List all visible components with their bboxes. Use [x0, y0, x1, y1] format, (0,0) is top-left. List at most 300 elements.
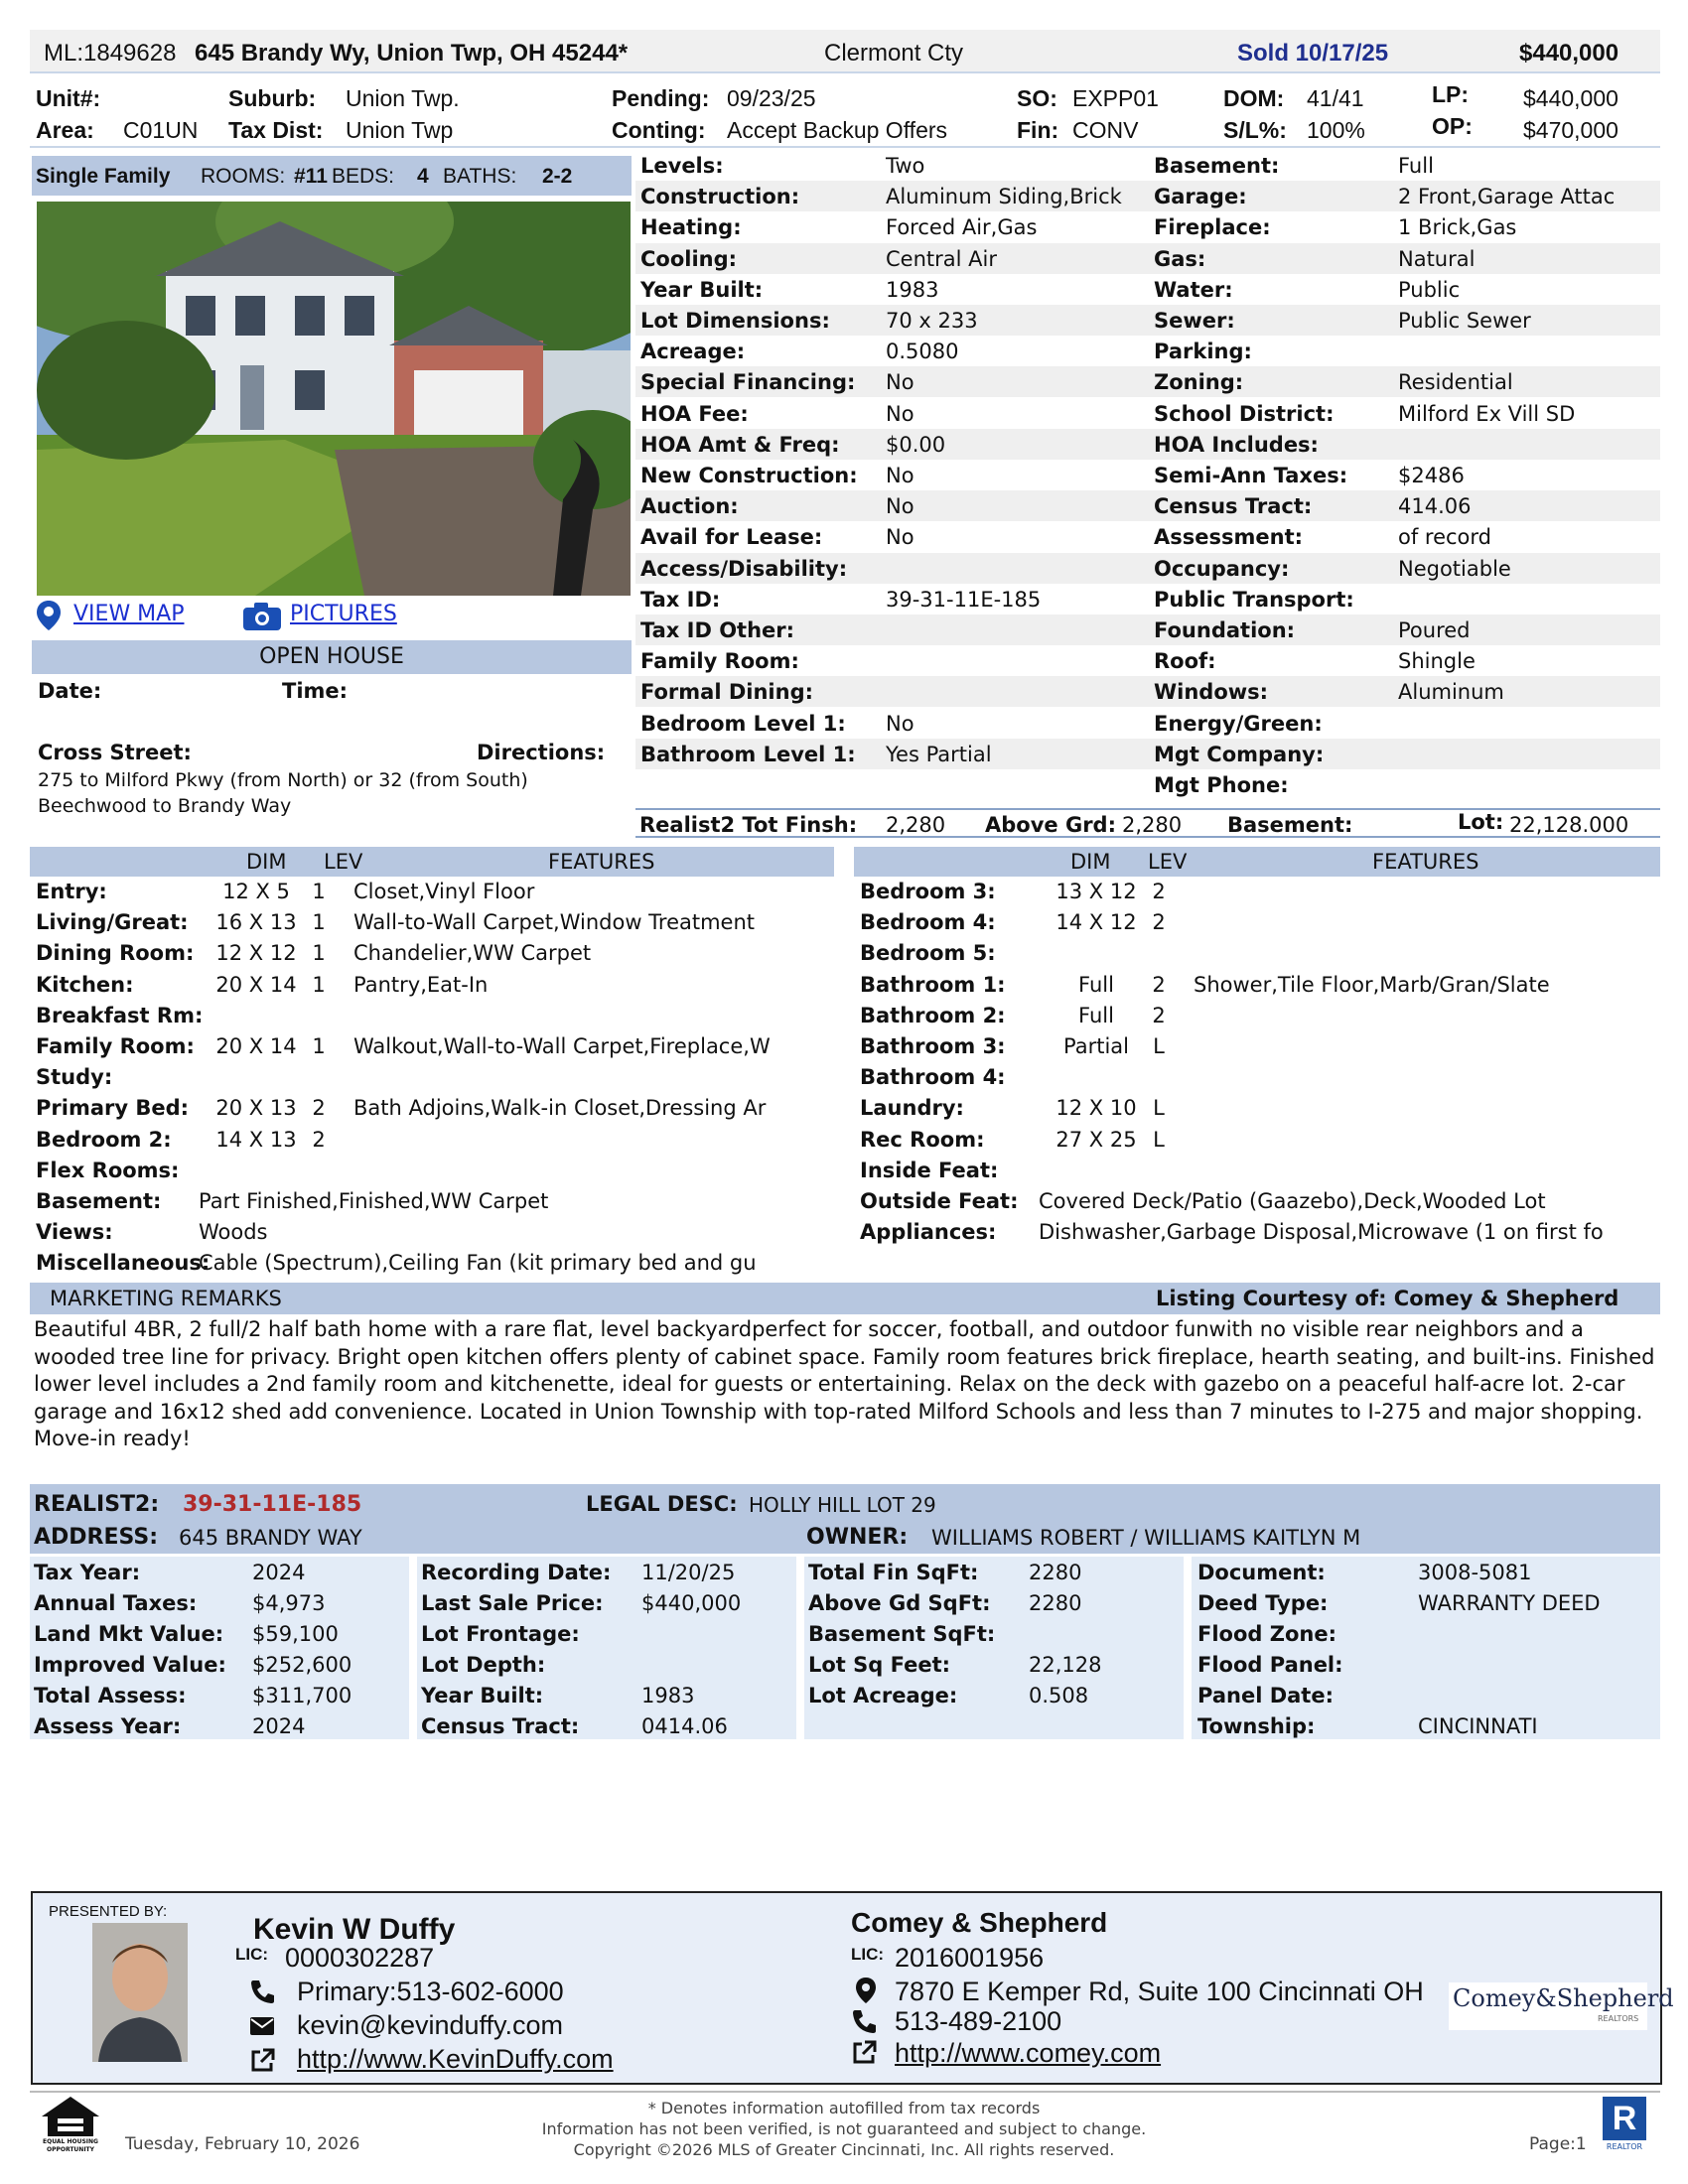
realist-value-census-tract: 0414.06 [641, 1714, 728, 1738]
room-name: Family Room: [36, 1034, 195, 1058]
room-level: 1 [312, 910, 326, 935]
detail-value-year-built: 1983 [886, 277, 939, 302]
beds-label: BEDS: [332, 165, 395, 188]
realist-value-total-assess: $311,700 [252, 1684, 352, 1707]
ml-number: ML:1849628 [44, 40, 177, 67]
legal-desc-value: HOLLY HILL LOT 29 [749, 1493, 936, 1517]
detail-label-tax-id: Tax ID: [640, 587, 721, 612]
detail-value-tax-id: 39-31-11E-185 [886, 587, 1042, 612]
room-dim: 13 X 12 [1055, 880, 1137, 903]
eho-line-1: EQUAL HOUSING [43, 2138, 98, 2145]
pending-label: Pending: [612, 85, 710, 111]
room-name: Laundry: [860, 1096, 964, 1121]
realist-value-total-fin-sqft: 2280 [1029, 1561, 1082, 1584]
detail-label-access-disability: Access/Disability: [640, 556, 848, 581]
realist-label-annual-taxes: Annual Taxes: [34, 1591, 198, 1615]
room-row [30, 1002, 834, 1032]
room-row [854, 1063, 1658, 1094]
rooms-features-header: FEATURES [548, 850, 655, 874]
detail-row [635, 460, 1660, 490]
room-name: Rec Room: [860, 1127, 985, 1152]
detail-row [635, 150, 1660, 181]
taxdist-label: Tax Dist: [228, 117, 324, 143]
detail-label-sewer: Sewer: [1154, 309, 1235, 333]
detail-label-avail-for-lease: Avail for Lease: [640, 525, 823, 550]
detail-value-garage: 2 Front,Garage Attac [1398, 185, 1616, 209]
lp-label: LP: [1432, 81, 1470, 107]
detail-label-semi-ann-taxes: Semi-Ann Taxes: [1154, 464, 1348, 487]
realist-value-above-gd-sqft: 2280 [1029, 1591, 1082, 1615]
marketing-title: MARKETING REMARKS [50, 1287, 282, 1310]
external-link-icon [249, 2048, 275, 2074]
detail-label-parking: Parking: [1154, 340, 1252, 364]
office-phone[interactable]: 513-489-2100 [895, 2006, 1062, 2036]
room-row [30, 1218, 854, 1249]
detail-row [635, 584, 1660, 614]
realtor-r-icon: R [1603, 2097, 1646, 2140]
agent-website-link[interactable]: http://www.KevinDuffy.com [297, 2044, 614, 2074]
report-date: Tuesday, February 10, 2026 [125, 2134, 360, 2154]
detail-label-garage: Garage: [1154, 185, 1247, 209]
room-name: Inside Feat: [860, 1158, 999, 1182]
room-level: 1 [312, 972, 326, 997]
realist-value-assess-year: 2024 [252, 1714, 306, 1738]
lot-label: Lot: [1458, 810, 1504, 834]
room-level: 2 [1152, 1003, 1166, 1027]
area-label: Area: [36, 117, 94, 143]
room-row [854, 1002, 1658, 1032]
room-row [30, 1157, 834, 1187]
room-features: Pantry,Eat-In [353, 972, 489, 997]
oh-date-label: Date: [38, 679, 102, 703]
detail-label-levels: Levels: [640, 154, 724, 178]
conting-label: Conting: [612, 117, 706, 143]
baths-label: BATHS: [443, 165, 517, 188]
room-name: Living/Great: [36, 910, 189, 935]
room-row [854, 1157, 1658, 1187]
realist-value-last-sale-price: $440,000 [641, 1591, 742, 1615]
realist-address-label: ADDRESS: [34, 1525, 159, 1550]
room-level: 2 [312, 1127, 326, 1152]
detail-value-occupancy: Negotiable [1398, 556, 1511, 581]
property-type-bar [32, 156, 632, 196]
agent-lic-label: LIC: [235, 1945, 269, 1964]
room-row [854, 908, 1658, 939]
room-row [30, 1249, 854, 1280]
detail-label-lot-dimensions: Lot Dimensions: [640, 309, 830, 333]
rooms-header-right [854, 847, 1660, 877]
room-name: Basement: [36, 1189, 162, 1213]
detail-label-gas: Gas: [1154, 246, 1206, 271]
detail-value-bathroom-level-1: Yes Partial [886, 742, 992, 766]
room-features: Wall-to-Wall Carpet,Window Treatment [353, 910, 756, 935]
room-row [30, 1094, 834, 1125]
detail-row [635, 614, 1660, 645]
room-name: Dining Room: [36, 941, 195, 966]
realist-label-recording-date: Recording Date: [421, 1561, 612, 1584]
detail-label-occupancy: Occupancy: [1154, 556, 1290, 581]
room-features: Chandelier,WW Carpet [353, 941, 592, 966]
room-name: Bathroom 4: [860, 1065, 1006, 1090]
camera-icon [242, 602, 282, 631]
detail-value-new-construction: No [886, 464, 914, 487]
room-dim: 14 X 12 [1055, 910, 1137, 935]
realist-label-year-built: Year Built: [421, 1684, 544, 1707]
conting-value: Accept Backup Offers [727, 117, 948, 143]
map-pin-icon [36, 600, 62, 631]
detail-row [635, 645, 1660, 676]
detail-value-bedroom-level-1: No [886, 711, 914, 736]
detail-value-basement: Full [1398, 154, 1434, 178]
realtor-logo [1601, 2097, 1648, 2156]
realist-value-annual-taxes: $4,973 [252, 1591, 326, 1615]
detail-label-special-financing: Special Financing: [640, 370, 856, 395]
footer-note-1: * Denotes information autofilled from tax records [647, 2099, 1041, 2117]
room-row [854, 1094, 1658, 1125]
summary-divider [30, 146, 1660, 148]
detail-value-census-tract: 414.06 [1398, 494, 1472, 519]
detail-value-hoa-amt-freq: $0.00 [886, 432, 946, 457]
comey-shepherd-logo [1449, 1982, 1674, 2030]
county: Clermont Cty [824, 40, 964, 67]
realtor-word: REALTOR [1606, 2142, 1643, 2151]
detail-label-public-transport: Public Transport: [1154, 587, 1354, 612]
detail-label-roof: Roof: [1154, 649, 1216, 674]
room-name: Views: [36, 1220, 113, 1245]
lot-value: 22,128.000 [1509, 813, 1629, 837]
office-name: Comey & Shepherd [851, 1907, 1108, 1938]
realist-label-above-gd-sqft: Above Gd SqFt: [808, 1591, 991, 1615]
rooms-lev-header: LEV [1148, 850, 1188, 874]
detail-row [635, 769, 1660, 800]
detail-value-levels: Two [886, 154, 925, 178]
detail-value-semi-ann-taxes: $2486 [1398, 464, 1465, 487]
room-name: Miscellaneous: [36, 1251, 211, 1276]
room-name: Bathroom 1: [860, 972, 1006, 997]
room-name: Bedroom 3: [860, 880, 996, 903]
room-name: Study: [36, 1065, 113, 1090]
room-features: Covered Deck/Patio (Gaazebo),Deck,Wooded Lot [1039, 1189, 1546, 1213]
realist-value-township: CINCINNATI [1418, 1714, 1538, 1738]
fin-label: Fin: [1017, 117, 1059, 143]
detail-row [635, 181, 1660, 211]
listing-courtesy: Listing Courtesy of: Comey & Shepherd [1156, 1287, 1619, 1310]
detail-label-cooling: Cooling: [640, 246, 738, 271]
detail-label-basement: Basement: [1154, 154, 1280, 178]
room-features: Shower,Tile Floor,Marb/Gran/Slate [1194, 972, 1550, 997]
presented-by-label: PRESENTED BY: [49, 1903, 168, 1920]
realist-label-tax-year: Tax Year: [34, 1561, 141, 1584]
property-type: Single Family [36, 165, 171, 188]
detail-value-foundation: Poured [1398, 618, 1471, 642]
detail-value-school-district: Milford Ex Vill SD [1398, 401, 1576, 426]
room-row [854, 878, 1658, 908]
room-row [30, 939, 834, 970]
room-level: 1 [312, 941, 326, 966]
realist-label-last-sale-price: Last Sale Price: [421, 1591, 604, 1615]
detail-value-avail-for-lease: No [886, 525, 914, 550]
realist-label-basement-sqft: Basement SqFt: [808, 1622, 996, 1646]
open-house-bar: OPEN HOUSE [32, 640, 632, 674]
office-website-link[interactable]: http://www.comey.com [895, 2038, 1162, 2068]
room-row [30, 1032, 834, 1063]
detail-label-auction: Auction: [640, 494, 739, 519]
detail-value-roof: Shingle [1398, 649, 1476, 674]
detail-label-family-room: Family Room: [640, 649, 799, 674]
realist-label-document: Document: [1197, 1561, 1326, 1584]
office-license-number: 2016001956 [895, 1943, 1045, 1973]
suburb-label: Suburb: [228, 85, 317, 111]
realist-address-value: 645 BRANDY WAY [179, 1526, 362, 1550]
detail-row [635, 211, 1660, 242]
detail-row [635, 676, 1660, 707]
room-name: Bathroom 3: [860, 1034, 1006, 1058]
detail-row [635, 490, 1660, 521]
room-dim: Partial [1063, 1034, 1129, 1058]
sl-label: S/L%: [1223, 117, 1287, 143]
detail-row [635, 336, 1660, 366]
room-level: L [1153, 1127, 1165, 1152]
detail-value-sewer: Public Sewer [1398, 309, 1531, 333]
detail-value-cooling: Central Air [886, 246, 997, 271]
detail-label-tax-id-other: Tax ID Other: [640, 618, 795, 642]
room-row [854, 971, 1658, 1002]
agent-phone[interactable]: Primary:513-602-6000 [297, 1977, 564, 2006]
envelope-icon [249, 2016, 275, 2036]
realist-label-flood-zone: Flood Zone: [1197, 1622, 1336, 1646]
detail-row [635, 429, 1660, 460]
detail-row [635, 398, 1660, 429]
detail-value-zoning: Residential [1398, 370, 1513, 395]
detail-label-energy-green: Energy/Green: [1154, 711, 1323, 736]
room-level: 2 [1152, 880, 1166, 903]
realist-value-lot-sq-feet: 22,128 [1029, 1653, 1102, 1677]
listing-header [30, 30, 1660, 73]
room-name: Appliances: [860, 1220, 997, 1245]
external-link-icon [851, 2040, 877, 2066]
detail-row [635, 305, 1660, 336]
realist-label-lot-sq-feet: Lot Sq Feet: [808, 1653, 951, 1677]
agent-photo [92, 1923, 188, 2062]
detail-label-hoa-fee: HOA Fee: [640, 401, 749, 426]
room-row [854, 1187, 1678, 1218]
room-dim: 20 X 13 [215, 1096, 297, 1121]
sl-value: 100% [1307, 117, 1365, 143]
detail-label-assessment: Assessment: [1154, 525, 1304, 550]
detail-label-census-tract: Census Tract: [1154, 494, 1313, 519]
sold-price: $440,000 [1519, 40, 1619, 67]
page-number: Page:1 [1529, 2134, 1587, 2154]
suburb-value: Union Twp. [346, 85, 460, 111]
detail-label-heating: Heating: [640, 215, 742, 240]
logo-wordmark: Comey&Shepherd [1453, 1984, 1674, 2012]
realist-value-recording-date: 11/20/25 [641, 1561, 736, 1584]
detail-value-hoa-fee: No [886, 401, 914, 426]
basement-finish-label: Basement: [1227, 813, 1353, 837]
room-name: Breakfast Rm: [36, 1003, 204, 1027]
realist-value-document: 3008-5081 [1418, 1561, 1532, 1584]
room-name: Outside Feat: [860, 1189, 1019, 1213]
footer-copyright: Copyright ©2026 MLS of Greater Cincinnati, Inc. All rights reserved. [573, 2140, 1115, 2159]
dom-value: 41/41 [1307, 85, 1364, 111]
detail-value-special-financing: No [886, 370, 914, 395]
rooms-features-header: FEATURES [1372, 850, 1479, 874]
detail-row [635, 708, 1660, 739]
room-dim: 20 X 14 [215, 972, 297, 997]
tot-finish-value: 2,280 [886, 813, 946, 837]
room-name: Bedroom 2: [36, 1127, 172, 1152]
room-row [30, 878, 834, 908]
detail-value-construction: Aluminum Siding,Brick [886, 185, 1122, 209]
realist-label-total-assess: Total Assess: [34, 1684, 187, 1707]
realist-value-deed-type: WARRANTY DEED [1418, 1591, 1601, 1615]
logo-subtext: REALTORS [1598, 2014, 1639, 2023]
realist-header [30, 1484, 1660, 1554]
realist-label-total-fin-sqft: Total Fin SqFt: [808, 1561, 979, 1584]
detail-value-gas: Natural [1398, 246, 1476, 271]
detail-value-heating: Forced Air,Gas [886, 215, 1038, 240]
agent-email[interactable]: kevin@kevinduffy.com [297, 2010, 564, 2040]
detail-label-windows: Windows: [1154, 680, 1269, 705]
op-label: OP: [1432, 113, 1473, 139]
oh-time-label: Time: [282, 679, 349, 703]
owner-label: OWNER: [806, 1525, 909, 1550]
room-row [30, 1187, 854, 1218]
agent-name: Kevin W Duffy [253, 1913, 456, 1946]
realist-label-deed-type: Deed Type: [1197, 1591, 1329, 1615]
realist-value-improved-value: $252,600 [252, 1653, 352, 1677]
room-features: Woods [199, 1220, 268, 1245]
room-features: Walkout,Wall-to-Wall Carpet,Fireplace,W [353, 1034, 771, 1058]
room-features: Dishwasher,Garbage Disposal,Microwave (1 on first fo [1039, 1220, 1604, 1245]
property-photo[interactable] [37, 202, 631, 596]
detail-label-school-district: School District: [1154, 401, 1335, 426]
realist-value-land-mkt-value: $59,100 [252, 1622, 339, 1646]
room-features: Closet,Vinyl Floor [353, 880, 535, 903]
detail-label-mgt-phone: Mgt Phone: [1154, 773, 1289, 797]
realist-label-lot-depth: Lot Depth: [421, 1653, 546, 1677]
realist-value-tax-year: 2024 [252, 1561, 306, 1584]
detail-value-lot-dimensions: 70 x 233 [886, 309, 978, 333]
phone-icon [249, 1979, 275, 2004]
detail-label-formal-dining: Formal Dining: [640, 680, 813, 705]
owner-value: WILLIAMS ROBERT / WILLIAMS KAITLYN M [931, 1526, 1361, 1550]
room-row [30, 1126, 834, 1157]
room-dim: 14 X 13 [215, 1127, 297, 1152]
room-level: 1 [312, 880, 326, 903]
room-dim: Full [1078, 972, 1114, 997]
room-level: 1 [312, 1034, 326, 1058]
op-value: $470,000 [1523, 117, 1618, 143]
view-map-label: VIEW MAP [73, 602, 185, 626]
room-row [30, 1063, 834, 1094]
detail-label-bedroom-level-1: Bedroom Level 1: [640, 711, 846, 736]
detail-row [635, 739, 1660, 769]
directions-line-1: 275 to Milford Pkwy (from North) or 32 (from South) [38, 769, 528, 791]
room-dim: 12 X 10 [1055, 1096, 1137, 1121]
detail-label-construction: Construction: [640, 185, 800, 209]
detail-label-hoa-amt-freq: HOA Amt & Freq: [640, 432, 840, 457]
so-label: SO: [1017, 85, 1057, 111]
detail-label-mgt-company: Mgt Company: [1154, 742, 1325, 766]
baths-value: 2-2 [542, 165, 573, 188]
house-photo-illustration [37, 202, 631, 596]
realist-value-lot-acreage: 0.508 [1029, 1684, 1089, 1707]
realist-label-census-tract: Census Tract: [421, 1714, 580, 1738]
rooms-header-left [30, 847, 834, 877]
room-name: Entry: [36, 880, 107, 903]
office-address: 7870 E Kemper Rd, Suite 100 Cincinnati OH [895, 1977, 1424, 2006]
room-row [854, 939, 1658, 970]
rooms-dim-header: DIM [246, 850, 287, 874]
realist-label-lot-frontage: Lot Frontage: [421, 1622, 580, 1646]
room-dim: Full [1078, 1003, 1114, 1027]
room-row [854, 1032, 1658, 1063]
tot-finish-label: Realist2 Tot Finsh: [639, 813, 858, 837]
directions-line-2: Beechwood to Brandy Way [38, 795, 292, 817]
detail-row [635, 274, 1660, 305]
footer-divider [30, 2091, 1660, 2093]
detail-value-auction: No [886, 494, 914, 519]
room-row [30, 971, 834, 1002]
detail-label-hoa-includes: HOA Includes: [1154, 432, 1319, 457]
unit-label: Unit#: [36, 85, 101, 111]
rooms-lev-header: LEV [324, 850, 363, 874]
detail-row [635, 521, 1660, 552]
room-name: Bathroom 2: [860, 1003, 1006, 1027]
directions-label: Directions: [477, 741, 606, 764]
detail-value-water: Public [1398, 277, 1461, 302]
detail-value-acreage: 0.5080 [886, 340, 959, 364]
marketing-remarks-text: Beautiful 4BR, 2 full/2 half bath home with a rare flat, level backyardperfect for soccer, football, and outdoor funwith no visible rear neighbors and a wooded tree line for privacy. Bright open kitchen offers plenty of cabinet space. Family room features brick fireplace, hearth seating, and built-ins. Finished lower level includes a 2nd family room and kitchenette, ideal for guests or entertaining. Relax on the deck with gazebo on a peaceful half-acre lot. 2-car garage and 16x12 shed add convenience. Located in Union Township with top-rated Milford Schools and less than 7 minutes to I-275 and major shopping. Move-in ready! [34, 1317, 1655, 1450]
room-features: Part Finished,Finished,WW Carpet [199, 1189, 549, 1213]
detail-label-zoning: Zoning: [1154, 370, 1244, 395]
detail-value-windows: Aluminum [1398, 680, 1504, 705]
realist-label-lot-acreage: Lot Acreage: [808, 1684, 958, 1707]
above-grade-value: 2,280 [1122, 813, 1183, 837]
room-name: Kitchen: [36, 972, 134, 997]
room-level: L [1153, 1096, 1165, 1121]
detail-label-bathroom-level-1: Bathroom Level 1: [640, 742, 856, 766]
realist-label-panel-date: Panel Date: [1197, 1684, 1334, 1707]
room-name: Bedroom 5: [860, 941, 996, 966]
room-name: Bedroom 4: [860, 910, 996, 935]
detail-label-foundation: Foundation: [1154, 618, 1296, 642]
pending-value: 09/23/25 [727, 85, 816, 111]
above-grade-label: Above Grd: [985, 813, 1116, 837]
realist-label-township: Township: [1197, 1714, 1316, 1738]
room-dim: 27 X 25 [1055, 1127, 1137, 1152]
room-name: Flex Rooms: [36, 1158, 180, 1182]
room-features: Cable (Spectrum),Ceiling Fan (kit primary bed and gu [199, 1251, 757, 1276]
detail-row [635, 243, 1660, 274]
office-lic-label: LIC: [851, 1945, 885, 1964]
detail-value-fireplace: 1 Brick,Gas [1398, 215, 1517, 240]
presented-by-box [31, 1891, 1674, 2085]
so-value: EXPP01 [1072, 85, 1159, 111]
detail-label-acreage: Acreage: [640, 340, 746, 364]
detail-value-assessment: of record [1398, 525, 1491, 550]
lp-value: $440,000 [1523, 85, 1618, 111]
room-dim: 16 X 13 [215, 910, 297, 935]
rooms-value: #11 [294, 165, 328, 188]
pictures-label: PICTURES [290, 602, 397, 626]
room-level: 2 [312, 1096, 326, 1121]
room-level: 2 [1152, 910, 1166, 935]
sold-status: Sold 10/17/25 [1237, 40, 1389, 67]
room-row [30, 908, 834, 939]
room-level: 2 [1152, 972, 1166, 997]
